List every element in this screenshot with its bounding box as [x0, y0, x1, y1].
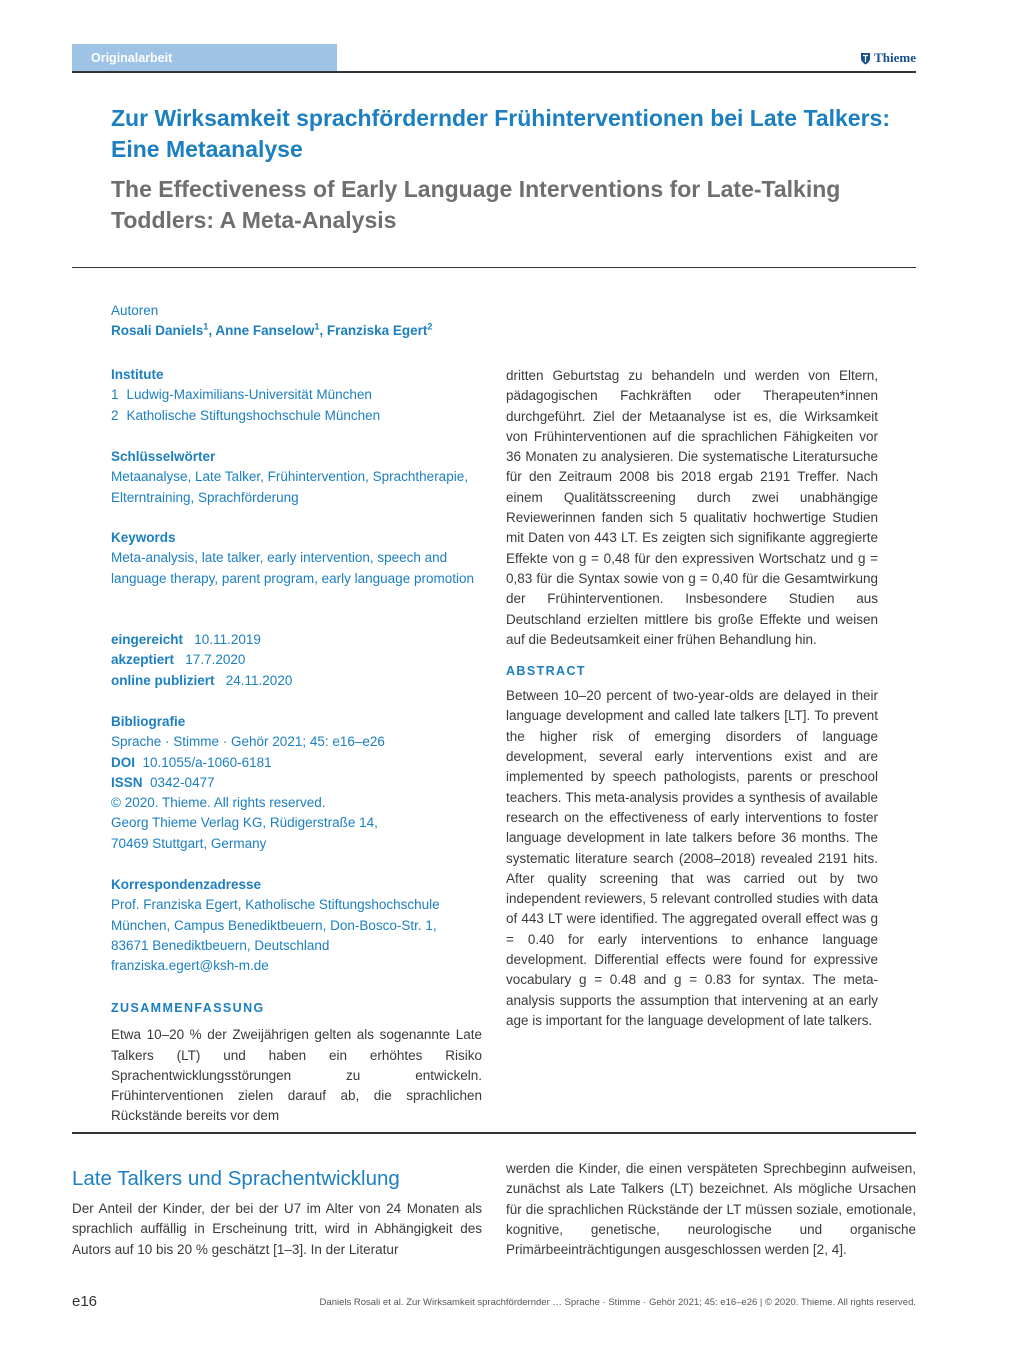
- keywords-en-text: Meta-analysis, late talker, early intervention, speech and language therapy, parent program, early language promotion: [111, 550, 474, 586]
- date-row: [111, 630, 486, 650]
- date-row: [111, 650, 486, 670]
- keywords-en-heading: Keywords: [111, 530, 176, 545]
- section-rule: [72, 1132, 916, 1134]
- header-rule: [72, 71, 916, 73]
- authors-list: [111, 321, 486, 341]
- institute-name: Katholische Stiftungshochschule München: [126, 407, 381, 423]
- correspondence-email[interactable]: franziska.egert@ksh-m.de: [111, 958, 269, 974]
- title-german: Zur Wirksamkeit sprachfördernder Frühinterventionen bei Late Talkers: Eine Metaanalyse: [111, 105, 891, 162]
- issn-value: 0342-0477: [150, 774, 215, 790]
- copyright: © 2020. Thieme. All rights reserved.: [111, 795, 326, 811]
- title-rule: [72, 267, 916, 268]
- doi-label: DOI: [111, 754, 136, 770]
- institute-item: [111, 406, 486, 426]
- correspondence-line: 83671 Benediktbeuern, Deutschland: [111, 937, 330, 953]
- body-text-right: werden die Kinder, die einen verspäteten Sprechbeginn aufweisen, zunächst als Late Talkers (LT) bezeichnet. Als mögliche Ursachen für die sprachlichen Rückstände der LT müssen soziale, emotionale, kognitive, genetische, neurologische und organische Primärbeeinträchtigungen ausgeschlossen werden [2, 4].: [506, 1161, 916, 1258]
- correspondence-block: [111, 875, 486, 976]
- correspondence-heading: Korrespondenzadresse: [111, 877, 262, 892]
- keywords-en-block: [111, 528, 476, 589]
- authors-block: [111, 301, 486, 342]
- doi-link[interactable]: 10.1055/a-1060-6181: [142, 754, 272, 770]
- author-name: Rosali Daniels: [111, 323, 204, 339]
- institute-number: 2: [111, 407, 119, 423]
- bibliography-block: [111, 712, 486, 854]
- section-title: Late Talkers und Sprachentwicklung: [72, 1167, 400, 1190]
- institute-number: 1: [111, 387, 119, 403]
- author-separator: ,: [208, 323, 216, 339]
- author-affiliation: 1: [314, 321, 320, 332]
- author-name: Anne Fanselow: [215, 323, 315, 339]
- issn-line: [111, 773, 486, 793]
- date-label: eingereicht: [111, 632, 184, 647]
- publisher-logo: [860, 50, 916, 66]
- institute-item: [111, 385, 486, 405]
- body-text-left: Der Anteil der Kinder, der bei der U7 im Alter von 24 Monaten als sprachlich auffällig in Erscheinung tritt, wird in Abhängigkeit des Autors auf 10 bis 20 % geschätzt [1–3]. In der Literatur: [72, 1201, 482, 1257]
- right-column: [506, 366, 878, 1031]
- bibliography-heading: Bibliografie: [111, 714, 186, 729]
- author-affiliation: 2: [427, 321, 433, 332]
- publisher-name: Thieme: [874, 50, 916, 65]
- zusammenfassung-text-left: Etwa 10–20 % der Zweijährigen gelten als sogenannte Late Talkers (LT) und haben ein erhöhtes Risiko Sprachentwicklungsstörungen zu entwickeln. Frühinterventionen zielen darauf ab, die sprachlichen Rückstände bereits vor dem: [111, 1027, 482, 1124]
- keywords-de-heading: Schlüsselwörter: [111, 449, 216, 464]
- footer-citation: Daniels Rosali et al. Zur Wirksamkeit sprachfördernder … Sprache · Stimme · Gehör 2021; 45: e16–e26 | © 2020. Thieme. All rights reserved.: [319, 1297, 916, 1308]
- correspondence-line: München, Campus Benediktbeuern, Don-Bosco-Str. 1,: [111, 917, 437, 933]
- page-number: e16: [72, 1293, 98, 1310]
- correspondence-line: Prof. Franziska Egert, Katholische Stiftungshochschule: [111, 897, 440, 913]
- title-english: The Effectiveness of Early Language Interventions for Late-Talking Toddlers: A Meta-Analysis: [111, 176, 841, 233]
- zusammenfassung-block: [111, 998, 482, 1127]
- article-type-tag: Originalarbeit: [72, 44, 337, 72]
- publisher-address: 70469 Stuttgart, Germany: [111, 835, 267, 851]
- institutes-block: [111, 365, 486, 426]
- date-label: akzeptiert: [111, 652, 175, 668]
- zusammenfassung-text-right: dritten Geburtstag zu behandeln und werden von Eltern, pädagogischen Fachkräften oder Therapeuten*innen durchgeführt. Ziel der Metaanalyse ist es, die Wirksamkeit von Frühinterventionen auf die sprachlichen Fähigkeiten vor 36 Monaten zu analysieren. Die systematische Literatursuche für den Zeitraum 2008 bis 2018 ergab 2191 Treffer. Nach einem Qualitätsscreening durch zwei unabhängige Reviewerinnen fanden sich 5 qualitativ hochwertige Studien mit Daten von 443 LT. Es zeigten sich signifikante aggregierte Effekte von g = 0,48 für den expressiven Wortschatz und g = 0,83 für die Syntax sowie von g = 0,40 für die Gesamtwirkung der Frühinterventionen. Insbesondere Studien aus Deutschland erzielten mittlere bis große Effekte und weisen auf die Bedeutsamkeit einer frühen Behandlung hin.: [506, 368, 878, 647]
- doi-line: [111, 753, 486, 773]
- author-affiliation: 1: [203, 321, 209, 332]
- date-value: 17.7.2020: [185, 652, 246, 668]
- institutes-heading: Institute: [111, 367, 164, 382]
- date-value: 24.11.2020: [225, 672, 293, 688]
- institute-name: Ludwig-Maximilians-Universität München: [126, 387, 372, 403]
- abstract-heading: ABSTRACT: [506, 664, 586, 679]
- dates-block: [111, 630, 486, 691]
- date-label: online publiziert: [111, 672, 215, 688]
- author-separator: ,: [319, 323, 327, 339]
- thieme-shield-icon: [860, 52, 871, 65]
- date-row: [111, 671, 486, 691]
- issn-label: ISSN: [111, 774, 143, 790]
- date-value: 10.11.2019: [194, 632, 261, 647]
- keywords-de-block: [111, 447, 486, 508]
- keywords-de-text: Metaanalyse, Late Talker, Frühintervention, Sprachtherapie, Elterntraining, Sprachförderung: [111, 469, 468, 505]
- zusammenfassung-heading: ZUSAMMENFASSUNG: [111, 1001, 265, 1015]
- abstract-text: Between 10–20 percent of two-year-olds are delayed in their language development and called late talkers [LT]. To prevent the higher risk of emerging disorders of language development, several early interventions exist and are implemented by speech pathologists, parents or preschool teachers. This meta-analysis provides a synthesis of available research on the effectiveness of early interventions to foster language development in late talkers before 36 months. The systematic literature search (2008–2018) revealed 2191 hits. After quality screening that was carried out by two independent reviewers, 5 relevant controlled studies with data of 443 LT were identified. The aggregated overall effect was g = 0.40 for early interventions to enhance language development. Differential effects were found for expressive vocabulary g = 0.48 and g = 0.83 for syntax. The meta-analysis supports the assumption that intervening at an early age is important for the language development of late talkers.: [506, 688, 878, 1028]
- journal-reference: Sprache · Stimme · Gehör 2021; 45: e16–e26: [111, 734, 385, 750]
- publisher-address: Georg Thieme Verlag KG, Rüdigerstraße 14,: [111, 815, 378, 831]
- author-name: Franziska Egert: [326, 323, 428, 339]
- authors-heading: Autoren: [111, 303, 159, 318]
